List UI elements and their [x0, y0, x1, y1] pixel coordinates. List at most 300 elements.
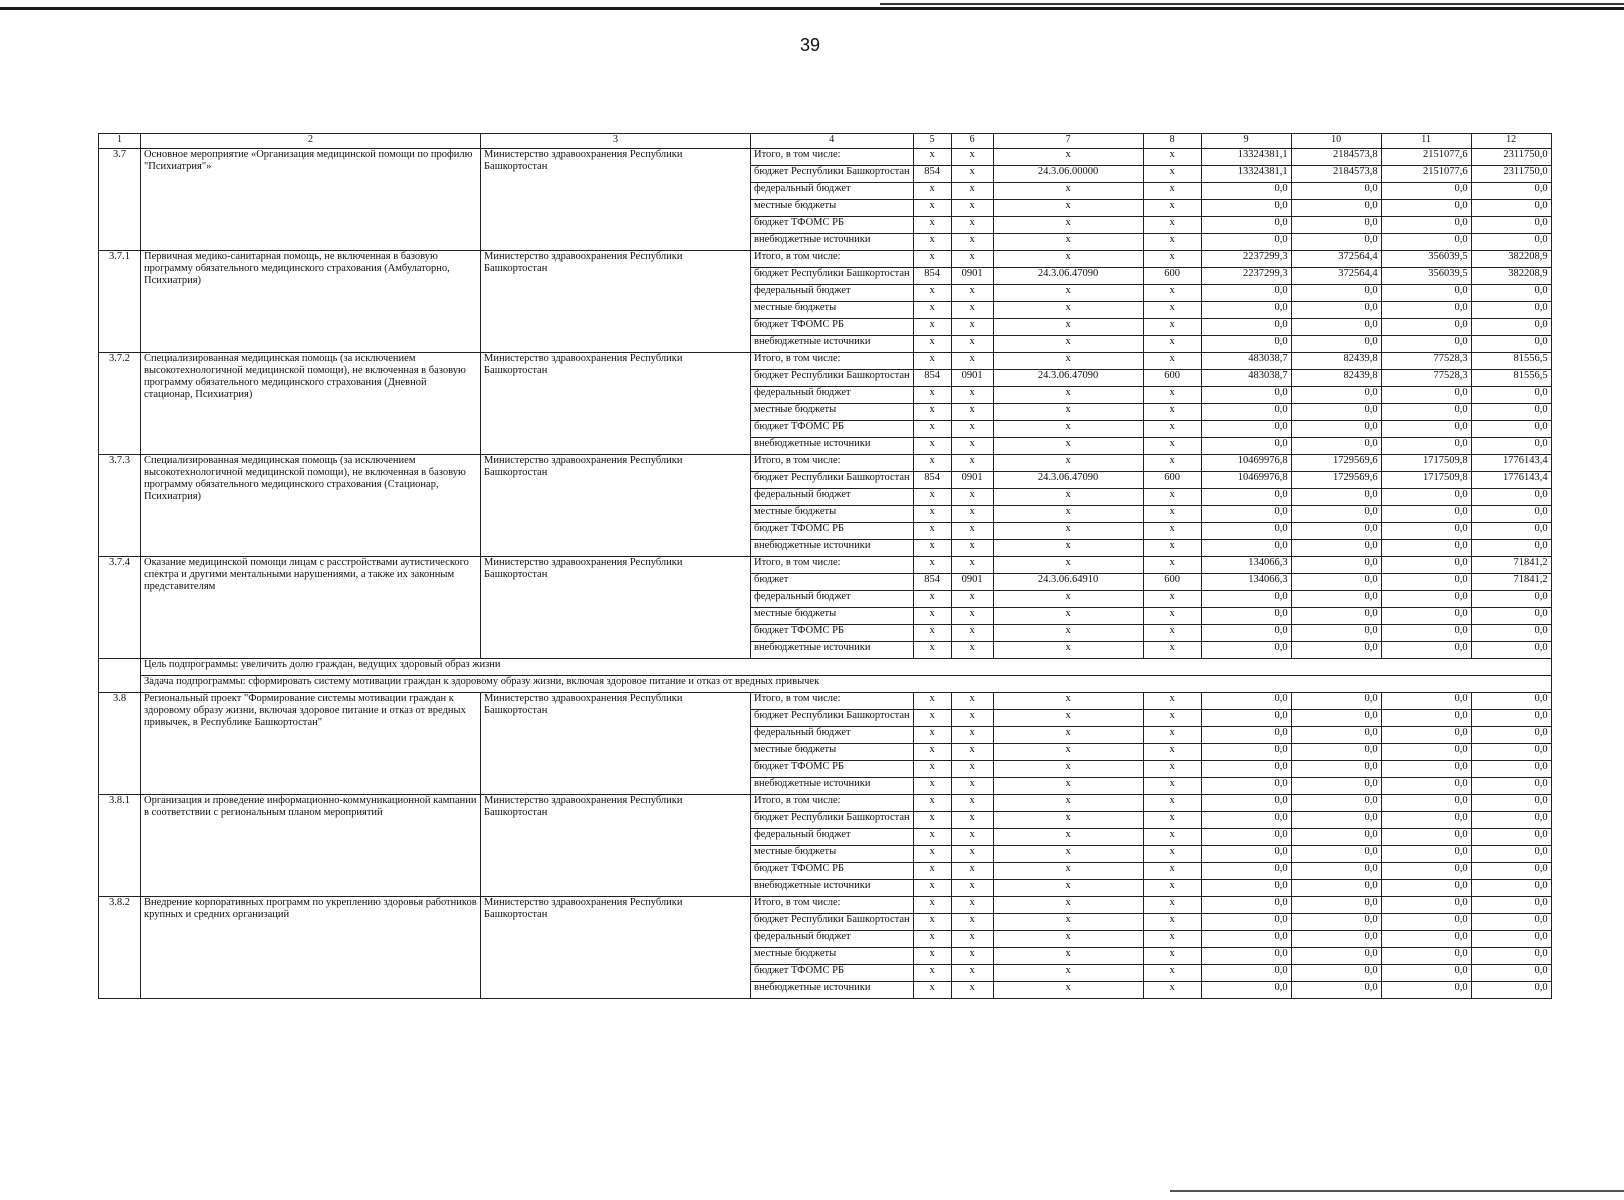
header-cell-4: 4: [751, 134, 914, 149]
value-col-12: 0,0: [1471, 183, 1551, 200]
value-col-12: 0,0: [1471, 982, 1551, 999]
funding-source: местные бюджеты: [751, 948, 914, 965]
value-col-7: x: [993, 880, 1143, 897]
value-col-11: 0,0: [1381, 404, 1471, 421]
value-col-5: x: [913, 438, 951, 455]
value-col-12: 0,0: [1471, 489, 1551, 506]
value-col-9: 10469976,8: [1201, 455, 1291, 472]
value-col-8: x: [1143, 217, 1201, 234]
value-col-9: 0,0: [1201, 710, 1291, 727]
page-number: 39: [799, 35, 821, 55]
value-col-8: x: [1143, 608, 1201, 625]
value-col-10: 0,0: [1291, 761, 1381, 778]
funding-source: Итого, в том числе:: [751, 557, 914, 574]
value-col-11: 0,0: [1381, 421, 1471, 438]
value-col-9: 0,0: [1201, 404, 1291, 421]
item-name: Внедрение корпоративных программ по укреплению здоровья работников крупных и средних организаций: [141, 897, 481, 999]
value-col-6: x: [951, 744, 993, 761]
funding-source: федеральный бюджет: [751, 591, 914, 608]
value-col-9: 13324381,1: [1201, 149, 1291, 166]
value-col-12: 0,0: [1471, 285, 1551, 302]
funding-source: бюджет Республики Башкортостан: [751, 710, 914, 727]
funding-source: федеральный бюджет: [751, 285, 914, 302]
value-col-5: x: [913, 948, 951, 965]
value-col-12: 0,0: [1471, 829, 1551, 846]
value-col-6: 0901: [951, 370, 993, 387]
responsible-org: Министерство здравоохранения Республики Башкортостан: [481, 353, 751, 455]
table-row: [99, 897, 1552, 914]
funding-source: Итого, в том числе:: [751, 795, 914, 812]
value-col-7: x: [993, 234, 1143, 251]
funding-source: Итого, в том числе:: [751, 149, 914, 166]
funding-source: местные бюджеты: [751, 200, 914, 217]
value-col-11: 0,0: [1381, 302, 1471, 319]
item-number: 3.8.2: [99, 897, 141, 999]
value-col-11: 0,0: [1381, 489, 1471, 506]
value-col-11: 0,0: [1381, 880, 1471, 897]
value-col-7: x: [993, 931, 1143, 948]
value-col-12: 0,0: [1471, 965, 1551, 982]
value-col-10: 372564,4: [1291, 268, 1381, 285]
value-col-10: 0,0: [1291, 540, 1381, 557]
value-col-10: 0,0: [1291, 506, 1381, 523]
value-col-5: x: [913, 812, 951, 829]
value-col-6: x: [951, 302, 993, 319]
value-col-11: 0,0: [1381, 744, 1471, 761]
funding-source: Итого, в том числе:: [751, 897, 914, 914]
table-row: [99, 149, 1552, 166]
value-col-7: x: [993, 693, 1143, 710]
value-col-11: 0,0: [1381, 931, 1471, 948]
value-col-10: 0,0: [1291, 863, 1381, 880]
value-col-5: x: [913, 387, 951, 404]
item-name: Организация и проведение информационно-коммуникационной кампании в соответствии с региональным планом мероприятий: [141, 795, 481, 897]
value-col-7: x: [993, 863, 1143, 880]
responsible-org: Министерство здравоохранения Республики Башкортостан: [481, 897, 751, 999]
value-col-10: 2184573,8: [1291, 149, 1381, 166]
value-col-10: 0,0: [1291, 421, 1381, 438]
value-col-5: x: [913, 846, 951, 863]
value-col-5: x: [913, 540, 951, 557]
item-number: 3.7.1: [99, 251, 141, 353]
funding-source: внебюджетные источники: [751, 540, 914, 557]
bottom-rule: [1170, 1190, 1624, 1192]
value-col-8: x: [1143, 149, 1201, 166]
value-col-12: 382208,9: [1471, 268, 1551, 285]
value-col-5: x: [913, 557, 951, 574]
funding-source: бюджет ТФОМС РБ: [751, 965, 914, 982]
value-col-5: 854: [913, 574, 951, 591]
value-col-6: x: [951, 812, 993, 829]
funding-source: бюджет ТФОМС РБ: [751, 863, 914, 880]
value-col-11: 77528,3: [1381, 353, 1471, 370]
value-col-9: 0,0: [1201, 217, 1291, 234]
funding-source: местные бюджеты: [751, 846, 914, 863]
value-col-12: 71841,2: [1471, 574, 1551, 591]
value-col-7: x: [993, 438, 1143, 455]
value-col-5: x: [913, 489, 951, 506]
value-col-8: x: [1143, 880, 1201, 897]
value-col-12: 0,0: [1471, 642, 1551, 659]
value-col-8: x: [1143, 778, 1201, 795]
funding-source: Итого, в том числе:: [751, 455, 914, 472]
value-col-11: 0,0: [1381, 183, 1471, 200]
value-col-5: x: [913, 778, 951, 795]
value-col-7: x: [993, 625, 1143, 642]
value-col-12: 1776143,4: [1471, 472, 1551, 489]
value-col-12: 71841,2: [1471, 557, 1551, 574]
value-col-12: 0,0: [1471, 608, 1551, 625]
value-col-8: x: [1143, 302, 1201, 319]
value-col-11: 0,0: [1381, 506, 1471, 523]
value-col-12: 0,0: [1471, 591, 1551, 608]
funding-source: бюджет ТФОМС РБ: [751, 217, 914, 234]
value-col-8: x: [1143, 897, 1201, 914]
value-col-10: 0,0: [1291, 727, 1381, 744]
value-col-9: 0,0: [1201, 625, 1291, 642]
value-col-10: 0,0: [1291, 642, 1381, 659]
value-col-9: 0,0: [1201, 540, 1291, 557]
value-col-10: 0,0: [1291, 625, 1381, 642]
value-col-6: x: [951, 846, 993, 863]
value-col-7: x: [993, 897, 1143, 914]
value-col-7: x: [993, 302, 1143, 319]
value-col-6: x: [951, 149, 993, 166]
funding-source: бюджет ТФОМС РБ: [751, 761, 914, 778]
value-col-9: 0,0: [1201, 421, 1291, 438]
value-col-12: 0,0: [1471, 931, 1551, 948]
value-col-5: x: [913, 795, 951, 812]
value-col-8: x: [1143, 455, 1201, 472]
value-col-7: x: [993, 812, 1143, 829]
value-col-5: x: [913, 200, 951, 217]
value-col-5: x: [913, 251, 951, 268]
item-number: 3.7.2: [99, 353, 141, 455]
header-row: [99, 134, 1552, 149]
funding-source: бюджет Республики Башкортостан: [751, 812, 914, 829]
value-col-9: 483038,7: [1201, 353, 1291, 370]
value-col-10: 0,0: [1291, 404, 1381, 421]
value-col-7: x: [993, 489, 1143, 506]
responsible-org: Министерство здравоохранения Республики Башкортостан: [481, 455, 751, 557]
value-col-10: 0,0: [1291, 982, 1381, 999]
value-col-8: x: [1143, 251, 1201, 268]
value-col-7: x: [993, 353, 1143, 370]
value-col-8: 600: [1143, 268, 1201, 285]
item-name: Региональный проект "Формирование системы мотивации граждан к здоровому образу жизни, включая здоровое питание и отказ от вредных привычек, в Республике Башкортостан": [141, 693, 481, 795]
value-col-5: 854: [913, 370, 951, 387]
value-col-6: x: [951, 914, 993, 931]
value-col-12: 0,0: [1471, 761, 1551, 778]
responsible-org: Министерство здравоохранения Республики Башкортостан: [481, 251, 751, 353]
value-col-9: 0,0: [1201, 387, 1291, 404]
funding-source: Итого, в том числе:: [751, 251, 914, 268]
value-col-5: x: [913, 829, 951, 846]
value-col-10: 0,0: [1291, 557, 1381, 574]
funding-source: внебюджетные источники: [751, 234, 914, 251]
value-col-6: x: [951, 489, 993, 506]
value-col-7: x: [993, 795, 1143, 812]
value-col-10: 0,0: [1291, 217, 1381, 234]
value-col-12: 0,0: [1471, 438, 1551, 455]
header-cell-8: 8: [1143, 134, 1201, 149]
value-col-7: x: [993, 183, 1143, 200]
value-col-8: x: [1143, 846, 1201, 863]
value-col-11: 0,0: [1381, 846, 1471, 863]
value-col-7: x: [993, 200, 1143, 217]
value-col-5: x: [913, 506, 951, 523]
value-col-6: x: [951, 421, 993, 438]
value-col-8: x: [1143, 982, 1201, 999]
value-col-10: 0,0: [1291, 897, 1381, 914]
value-col-7: x: [993, 727, 1143, 744]
funding-source: федеральный бюджет: [751, 829, 914, 846]
value-col-8: x: [1143, 965, 1201, 982]
value-col-9: 134066,3: [1201, 574, 1291, 591]
value-col-10: 0,0: [1291, 812, 1381, 829]
budget-table-wrapper: [98, 133, 1552, 999]
value-col-5: 854: [913, 472, 951, 489]
value-col-12: 0,0: [1471, 846, 1551, 863]
value-col-9: 0,0: [1201, 642, 1291, 659]
value-col-6: x: [951, 642, 993, 659]
value-col-9: 0,0: [1201, 931, 1291, 948]
funding-source: бюджет Республики Башкортостан: [751, 268, 914, 285]
funding-source: внебюджетные источники: [751, 880, 914, 897]
funding-source: местные бюджеты: [751, 404, 914, 421]
value-col-11: 0,0: [1381, 319, 1471, 336]
value-col-12: 81556,5: [1471, 370, 1551, 387]
funding-source: местные бюджеты: [751, 608, 914, 625]
value-col-11: 0,0: [1381, 812, 1471, 829]
goal-row: [99, 659, 1552, 676]
value-col-9: 0,0: [1201, 523, 1291, 540]
value-col-10: 0,0: [1291, 846, 1381, 863]
value-col-9: 0,0: [1201, 183, 1291, 200]
value-col-7: x: [993, 982, 1143, 999]
value-col-8: x: [1143, 948, 1201, 965]
value-col-12: 0,0: [1471, 234, 1551, 251]
item-number: 3.7: [99, 149, 141, 251]
value-col-8: x: [1143, 914, 1201, 931]
value-col-5: x: [913, 761, 951, 778]
funding-source: бюджет Республики Башкортостан: [751, 166, 914, 183]
value-col-6: x: [951, 863, 993, 880]
value-col-8: x: [1143, 234, 1201, 251]
value-col-12: 0,0: [1471, 897, 1551, 914]
value-col-11: 0,0: [1381, 727, 1471, 744]
value-col-11: 0,0: [1381, 710, 1471, 727]
value-col-9: 0,0: [1201, 948, 1291, 965]
value-col-12: 0,0: [1471, 863, 1551, 880]
responsible-org: Министерство здравоохранения Республики Башкортостан: [481, 557, 751, 659]
value-col-8: 600: [1143, 472, 1201, 489]
value-col-12: 0,0: [1471, 778, 1551, 795]
value-col-12: 0,0: [1471, 200, 1551, 217]
value-col-6: x: [951, 829, 993, 846]
value-col-6: x: [951, 404, 993, 421]
value-col-6: x: [951, 506, 993, 523]
value-col-8: x: [1143, 353, 1201, 370]
value-col-9: 0,0: [1201, 846, 1291, 863]
value-col-8: x: [1143, 931, 1201, 948]
value-col-9: 0,0: [1201, 761, 1291, 778]
value-col-11: 0,0: [1381, 387, 1471, 404]
value-col-8: x: [1143, 540, 1201, 557]
value-col-8: x: [1143, 829, 1201, 846]
value-col-10: 0,0: [1291, 829, 1381, 846]
value-col-5: x: [913, 608, 951, 625]
value-col-6: x: [951, 183, 993, 200]
value-col-6: x: [951, 761, 993, 778]
value-col-12: 0,0: [1471, 948, 1551, 965]
subprogram-task: Задача подпрограммы: сформировать систему мотивации граждан к здоровому образу жизни, включая здоровое питание и отказ от вредных привычек: [141, 676, 1552, 693]
value-col-8: x: [1143, 557, 1201, 574]
value-col-7: x: [993, 778, 1143, 795]
table-row: [99, 353, 1552, 370]
value-col-12: 382208,9: [1471, 251, 1551, 268]
value-col-11: 77528,3: [1381, 370, 1471, 387]
value-col-11: 0,0: [1381, 863, 1471, 880]
value-col-9: 0,0: [1201, 897, 1291, 914]
value-col-9: 0,0: [1201, 285, 1291, 302]
value-col-6: x: [951, 982, 993, 999]
value-col-5: x: [913, 914, 951, 931]
value-col-9: 2237299,3: [1201, 268, 1291, 285]
value-col-11: 0,0: [1381, 965, 1471, 982]
value-col-10: 0,0: [1291, 319, 1381, 336]
value-col-5: x: [913, 591, 951, 608]
value-col-12: 0,0: [1471, 625, 1551, 642]
value-col-10: 0,0: [1291, 234, 1381, 251]
value-col-11: 1717509,8: [1381, 455, 1471, 472]
value-col-6: x: [951, 353, 993, 370]
value-col-8: x: [1143, 591, 1201, 608]
value-col-7: 24.3.06.64910: [993, 574, 1143, 591]
value-col-10: 372564,4: [1291, 251, 1381, 268]
value-col-11: 0,0: [1381, 693, 1471, 710]
value-col-11: 0,0: [1381, 642, 1471, 659]
value-col-9: 0,0: [1201, 812, 1291, 829]
value-col-5: x: [913, 744, 951, 761]
value-col-10: 0,0: [1291, 387, 1381, 404]
value-col-10: 0,0: [1291, 965, 1381, 982]
value-col-9: 0,0: [1201, 693, 1291, 710]
funding-source: федеральный бюджет: [751, 931, 914, 948]
value-col-7: x: [993, 506, 1143, 523]
table-row: [99, 795, 1552, 812]
value-col-9: 0,0: [1201, 234, 1291, 251]
value-col-11: 0,0: [1381, 625, 1471, 642]
value-col-7: 24.3.06.47090: [993, 472, 1143, 489]
value-col-9: 483038,7: [1201, 370, 1291, 387]
value-col-11: 0,0: [1381, 574, 1471, 591]
value-col-9: 0,0: [1201, 744, 1291, 761]
funding-source: местные бюджеты: [751, 506, 914, 523]
value-col-7: x: [993, 914, 1143, 931]
item-name: Специализированная медицинская помощь (за исключением высокотехнологичной медицинской помощи), не включенная в базовую программу обязательного медицинского страхования (Стационар, Психиатрия): [141, 455, 481, 557]
header-cell-9: 9: [1201, 134, 1291, 149]
value-col-11: 0,0: [1381, 234, 1471, 251]
funding-source: бюджет ТФОМС РБ: [751, 421, 914, 438]
value-col-7: x: [993, 336, 1143, 353]
value-col-10: 0,0: [1291, 931, 1381, 948]
value-col-6: 0901: [951, 268, 993, 285]
value-col-8: x: [1143, 200, 1201, 217]
value-col-5: x: [913, 693, 951, 710]
value-col-5: x: [913, 285, 951, 302]
funding-source: федеральный бюджет: [751, 183, 914, 200]
value-col-10: 2184573,8: [1291, 166, 1381, 183]
value-col-9: 0,0: [1201, 863, 1291, 880]
value-col-6: x: [951, 523, 993, 540]
value-col-7: x: [993, 557, 1143, 574]
value-col-12: 0,0: [1471, 693, 1551, 710]
budget-table-body: [99, 134, 1552, 999]
value-col-11: 0,0: [1381, 217, 1471, 234]
value-col-5: x: [913, 183, 951, 200]
value-col-6: x: [951, 319, 993, 336]
budget-table: [98, 133, 1552, 999]
value-col-9: 0,0: [1201, 880, 1291, 897]
value-col-6: x: [951, 625, 993, 642]
funding-source: бюджет ТФОМС РБ: [751, 523, 914, 540]
value-col-9: 0,0: [1201, 778, 1291, 795]
value-col-7: x: [993, 404, 1143, 421]
value-col-5: x: [913, 149, 951, 166]
value-col-5: x: [913, 982, 951, 999]
value-col-7: x: [993, 965, 1143, 982]
value-col-9: 0,0: [1201, 438, 1291, 455]
value-col-8: x: [1143, 387, 1201, 404]
funding-source: бюджет Республики Башкортостан: [751, 914, 914, 931]
header-cell-3: 3: [481, 134, 751, 149]
funding-source: внебюджетные источники: [751, 642, 914, 659]
value-col-10: 0,0: [1291, 489, 1381, 506]
funding-source: федеральный бюджет: [751, 727, 914, 744]
value-col-10: 82439,8: [1291, 370, 1381, 387]
value-col-6: x: [951, 727, 993, 744]
header-cell-7: 7: [993, 134, 1143, 149]
value-col-12: 0,0: [1471, 302, 1551, 319]
value-col-7: x: [993, 710, 1143, 727]
value-col-10: 0,0: [1291, 200, 1381, 217]
value-col-8: x: [1143, 642, 1201, 659]
value-col-11: 0,0: [1381, 914, 1471, 931]
funding-source: федеральный бюджет: [751, 387, 914, 404]
value-col-6: x: [951, 880, 993, 897]
value-col-9: 0,0: [1201, 914, 1291, 931]
value-col-10: 0,0: [1291, 608, 1381, 625]
top-rule-secondary: [880, 3, 1624, 5]
responsible-org: Министерство здравоохранения Республики Башкортостан: [481, 149, 751, 251]
value-col-8: x: [1143, 404, 1201, 421]
value-col-8: x: [1143, 812, 1201, 829]
value-col-12: 0,0: [1471, 812, 1551, 829]
table-row: [99, 455, 1552, 472]
value-col-12: 2311750,0: [1471, 166, 1551, 183]
value-col-8: x: [1143, 166, 1201, 183]
funding-source: бюджет Республики Башкортостан: [751, 370, 914, 387]
value-col-9: 0,0: [1201, 982, 1291, 999]
value-col-11: 0,0: [1381, 540, 1471, 557]
value-col-9: 2237299,3: [1201, 251, 1291, 268]
value-col-12: 0,0: [1471, 421, 1551, 438]
value-col-12: 81556,5: [1471, 353, 1551, 370]
value-col-5: x: [913, 523, 951, 540]
value-col-6: x: [951, 778, 993, 795]
value-col-6: x: [951, 608, 993, 625]
